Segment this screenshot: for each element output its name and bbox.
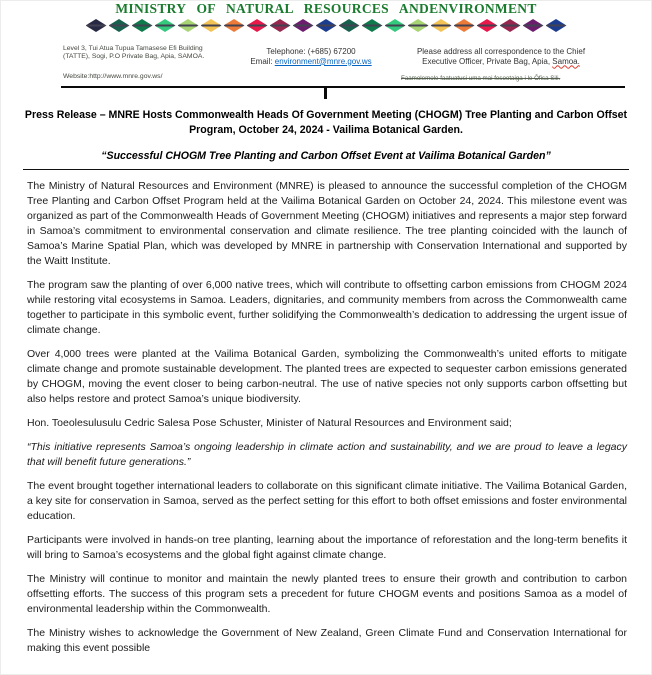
diamond-icon bbox=[477, 19, 498, 32]
email-link[interactable]: environment@mnre.gov.ws bbox=[274, 56, 372, 66]
diamond-icon bbox=[86, 19, 107, 32]
email-line bbox=[225, 57, 397, 67]
center-tick-mark bbox=[324, 88, 327, 99]
diamond-icon bbox=[247, 19, 268, 32]
header-divider bbox=[61, 86, 625, 101]
website-url: Website:http://www.mnre.gov.ws/ bbox=[63, 72, 163, 80]
diamond-icon bbox=[500, 19, 521, 32]
paragraph: The Ministry of Natural Resources and Environment (MNRE) is pleased to announce the successful completion of the CHOGM Tree Planting and Carbon Offset Program held at the Vailima Botanical Garden on October 24, 2024. This milestone event was organized as part of the Commonwealth Heads of Government Meeting (CHOGM) initiatives and represents a major step forward in Samoa’s commitment to environmental conservation and climate resilience. The tree planting coincided with the launch of Samoa’s Marine Spatial Plan, which was developed by MNRE in partnership with Conservation International and supported by the Waitt Institute. bbox=[27, 180, 627, 268]
paragraph: The Ministry will continue to monitor and maintain the newly planted trees to ensure their growth and contribution to carbon offsetting efforts. The success of this program sets a precedent for future CHOGM events and positions Samoa as a model of environmental leadership within the Commonwealth. bbox=[27, 573, 627, 616]
diamond-icon bbox=[385, 19, 406, 32]
diamond-icon bbox=[408, 19, 429, 32]
correspondence-text: Please address all correspondence to the Chief Executive Officer, Private Bag, Apia, bbox=[416, 47, 586, 66]
samoan-note: Faamolemole faatuatusi uma mai fesootaiga i le Ōfisa Sili. bbox=[401, 75, 561, 83]
diamond-icon bbox=[178, 19, 199, 32]
paragraph: “This initiative represents Samoa’s ongoing leadership in climate action and sustainability, and we are proud to leave a legacy that will benefit future generations.” bbox=[27, 441, 627, 469]
diamond-icon bbox=[454, 19, 475, 32]
diamond-icon bbox=[270, 19, 291, 32]
telephone: Telephone: (+685) 67200 bbox=[266, 47, 356, 56]
paragraph: The program saw the planting of over 6,000 native trees, which will contribute to offsetting carbon emissions from CHOGM 2024 while restoring vital ecosystems in Samoa. Leaders, dignitaries, and community members from across the Commonwealth came together to participate in this symbolic event, further solidifying the Commonwealth’s dedication to addressing the urgent issue of climate change. bbox=[27, 279, 627, 337]
paragraph: Hon. Toeolesulusulu Cedric Salesa Pose Schuster, Minister of Natural Resources and Environment said; bbox=[27, 417, 512, 430]
press-release-subtitle: “Successful CHOGM Tree Planting and Carbon Offset Event at Vailima Botanical Garden” bbox=[101, 150, 551, 163]
contact-block bbox=[1, 32, 651, 83]
paragraph: The Ministry wishes to acknowledge the Government of New Zealand, Green Climate Fund and Conservation International for making this event possible bbox=[27, 627, 627, 655]
diamond-icon bbox=[546, 19, 567, 32]
office-address: Level 3, Tui Atua Tupua Tamasese Efi Building (TATTE), Sogi, P.O Private Bag, Apia, SAMOA. bbox=[63, 45, 205, 61]
correspondence-column bbox=[401, 45, 601, 83]
press-release bbox=[1, 108, 651, 657]
diamond-icon bbox=[155, 19, 176, 32]
diamond-icon bbox=[109, 19, 130, 32]
diamond-icon bbox=[316, 19, 337, 32]
phone-email-column bbox=[225, 45, 397, 66]
diamond-row bbox=[1, 19, 651, 32]
diamond-icon bbox=[132, 19, 153, 32]
press-release-title: Press Release – MNRE Hosts Commonwealth Heads Of Government Meeting (CHOGM) Tree Planting and Carbon Offset Program, October 24, 2024 - Vailima Botanical Garden. bbox=[24, 108, 628, 136]
ministry-title: MINISTRY OF NATURAL RESOURCES ANDENVIRONMENT bbox=[115, 1, 537, 16]
paragraph: Participants were involved in hands-on tree planting, learning about the importance of reforestation and the long-term benefits it will bring to Samoa’s ecosystems and the global fight against climate change. bbox=[27, 534, 627, 562]
address-column bbox=[63, 45, 221, 81]
paragraph: The event brought together international leaders to collaborate on this significant climate initiative. The Vailima Botanical Garden, a key site for conservation in Samoa, served as the perfect setting for this effort to both offset emissions and foster environmental education. bbox=[27, 480, 627, 523]
diamond-icon bbox=[523, 19, 544, 32]
press-release-body bbox=[1, 170, 651, 656]
diamond-icon bbox=[431, 19, 452, 32]
letterhead bbox=[1, 2, 651, 101]
diamond-icon bbox=[362, 19, 383, 32]
paragraph: Over 4,000 trees were planted at the Vailima Botanical Garden, symbolizing the Commonwealth’s united efforts to mitigate climate change and promote sustainable development. The planted trees are expected to sequester carbon emissions generated by CHOGM, moving the event closer to being carbon-neutral. The use of native species not only supports carbon offsetting but also helps restore and protect Samoa’s unique biodiversity. bbox=[27, 348, 627, 406]
diamond-icon bbox=[224, 19, 245, 32]
email-label: Email: bbox=[250, 56, 275, 66]
diamond-icon bbox=[339, 19, 360, 32]
diamond-icon bbox=[293, 19, 314, 32]
correspondence-note bbox=[401, 45, 601, 66]
samoa-spellcheck-word: Samoa. bbox=[552, 56, 580, 66]
diamond-icon bbox=[201, 19, 222, 32]
